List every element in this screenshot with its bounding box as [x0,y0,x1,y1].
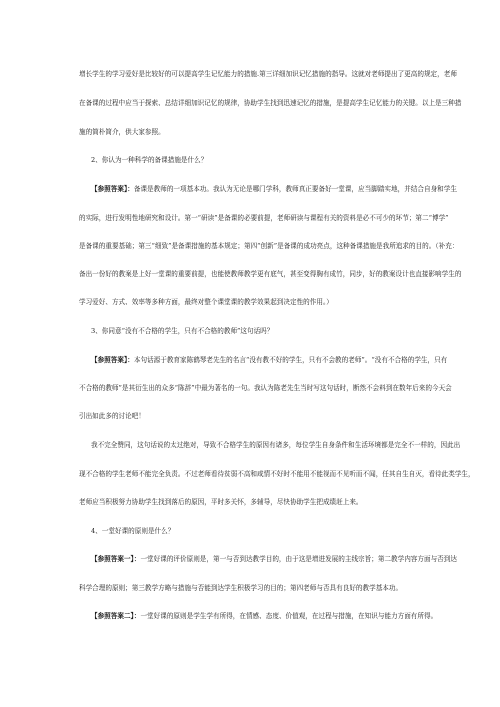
answer-label: 【参照答案】： [91,185,134,193]
text-line: 老师应当积极努力协助学生找到落后的原因，平时多关怀，多辅导，尽快协助学生把成绩赶上来。 [79,498,363,506]
question-heading: 3、你同意“没有不合格的学生，只有不合格的教师”这句话吗？ [91,327,274,335]
text-line: 在备课的过程中应当于探索、总结详细加识记忆的规律，协助学生找到迅速记忆的措施，是提高学生记忆能力的关键。以上是三种措 [79,99,462,107]
text-line: 的实际，进行发明性地研究和设计。第一“研读”是备课的必要前提，老师研读与课程有关的资料是必不可少的环节；第二“博学” [79,214,449,222]
text-line: 增长学生的学习爱好是比较好的可以提高学生记忆能力的措施.第三详细加识记忆措施的指导。这就对老师提出了更高的规定，老师 [79,70,457,78]
text-line: 不合格的教师”是其衍生出的众多“陈辞”中最为著名的一句。我认为陈老先生当时写这句话时，断然不会料到在数年后来的今天会 [79,384,452,392]
text-line: 备出一份好的教案是上好一堂课的重要前提，也能使教师教学更有底气，甚至变得胸有成竹，同步，好的教案设计也直接影响学生的 [79,270,462,278]
text-line: 引出如此多的讨论吧！ [79,412,145,420]
text-line: 施的简朴简介，供大家参照。 [79,128,165,136]
answer-text: 一堂好课的评价原则是，第一与否到达教学目的，由于这是增进发展的主线宗旨；第二教学内容方面与否到达 [140,555,457,563]
text-line: 学习爱好、方式、效率等多种方面，最终对整个课堂课的教学效果起到决定性的作用。） [79,298,333,306]
answer-line [91,612,438,621]
text-line: 科学合理的原则；第三教学方略与措施与否能到达学生积极学习的目的；第四老师与否具有良好的教学基本功。 [79,584,403,592]
question-heading: 2、你认为一种科学的备课措施是什么？ [91,156,208,164]
text-line: 我不完全赞同，这句话说的太过绝对，导致不合格学生的原因有诸多，每位学生自身条件和生活环境都是完全不一样的，因此出 [91,441,461,449]
answer-line [91,555,457,564]
answer-label: 【参照答案】： [91,356,134,364]
text-line: 现不合格的学生老师不能完全负责。不过老师看待贫弱不高和咸情不好时不能用不能视而不见听而不闻，任其自生自灭，看待此类学生， [79,470,475,478]
answer-text: 备课是教师的一项基本功。我认为无论是哪门学科，教师真正要备好一堂课，应当脚踏实地，并结合自身和学生 [133,185,457,193]
answer-text: 一堂好课的原则是学生学有所得，在情感、态度、价值观，在过程与措施，在知识与能力方面有所得。 [140,612,438,620]
answer-line [91,185,457,194]
answer-label: 【参照答案一】： [91,555,141,563]
answer-label: 【参照答案二】： [91,612,141,620]
answer-line [91,356,448,365]
question-heading: 4、一堂好课的原则是什么？ [91,527,175,535]
answer-text: 本句话源于教育家陈鹤琴老先生的名言“没有教不好的学生，只有不会教的老师”。“没有不合格的学生，只有 [133,356,448,364]
text-line: 是备课的重要基础；第三“细致”是备课措施的基本规定；第四“创新”是备课的成功亮点，这种备课措施是我所追求的目的。（补充： [79,242,459,250]
